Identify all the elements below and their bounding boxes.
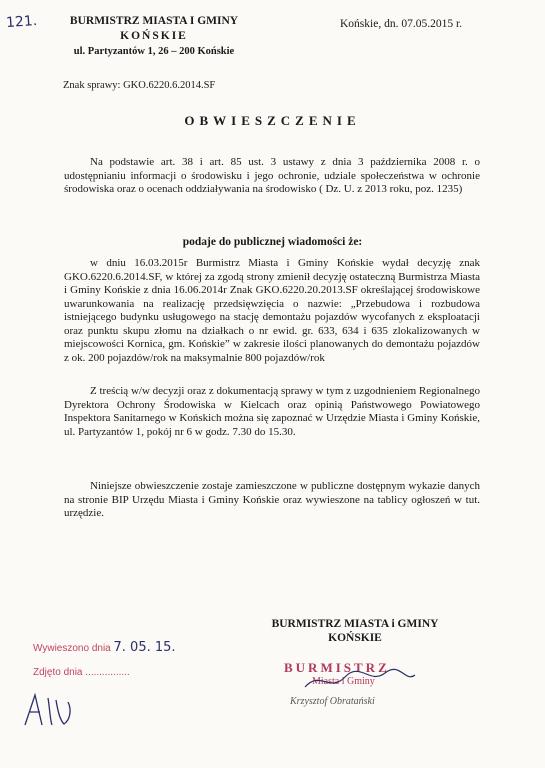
document-title: OBWIESZCZENIE	[184, 113, 361, 128]
clerk-initials	[20, 690, 90, 730]
handwritten-document-number: 121.	[5, 12, 38, 32]
signer-city: KOŃSKIE	[328, 632, 382, 644]
removed-label: Zdjęto dnia	[33, 667, 83, 678]
documentation-text: Z treścią w/w decyzji oraz z dokumentacją sprawy w tym z uzgodnieniem Regionalnego Dyrektora Ochrony Środowiska w Kielcach oraz opinią Państwowego Powiatowego Inspektora Sanitarnego w Końskich można się zapoznać w Urzędzie Miasta i Gminy Końskie, ul. Partyzantów 1, pokój nr 6 w godz. 7.30 do 15.30.	[64, 385, 480, 438]
case-reference: Znak sprawy: GKO.6220.6.2014.SF	[63, 80, 216, 91]
publication-text: Niniejsze obwieszczenie zostaje zamieszczone w publiczne dostępnym wykazie danych na stronie BIP Urzędu Miasta i Gminy Końskie oraz wywieszone na tablicy ogłoszeń w tut. urzędzie.	[64, 480, 480, 519]
legal-basis-text: Na podstawie art. 38 i art. 85 ust. 3 ustawy z dnia 3 października 2008 r. o udostępnianiu informacji o środowisku i jego ochronie, udziale społeczeństwa w ochronie środowiska oraz o ocenach oddziaływania na środowisko ( Dz. U. z 2013 roku, poz. 1235)	[64, 156, 480, 195]
publication-paragraph	[64, 480, 480, 521]
signer-block	[255, 617, 455, 645]
announcement-subheading: podaje do publicznej wiadomości że:	[182, 236, 363, 248]
removed-value: ................	[85, 667, 130, 678]
stamp-name: Krzysztof Obratański	[290, 696, 375, 707]
place-and-date: Końskie, dn. 07.05.2015 r.	[340, 18, 463, 30]
issuer-block	[64, 14, 244, 59]
issuer-address: ul. Partyzantów 1, 26 – 200 Końskie	[73, 46, 235, 57]
stamp-title: BURMISTRZ	[284, 660, 390, 675]
signer-title: BURMISTRZ MIASTA i GMINY	[271, 618, 439, 630]
issuer-city: KOŃSKIE	[120, 30, 188, 42]
documentation-paragraph	[64, 385, 480, 439]
removed-date-line	[33, 667, 130, 678]
issuer-title: BURMISTRZ MIASTA I GMINY	[69, 15, 239, 27]
posted-date-handwritten: 7. 05. 15.	[113, 640, 176, 655]
posted-date-line	[33, 640, 176, 655]
posted-label: Wywieszono dnia	[33, 643, 111, 654]
stamp-subtitle: Miasta i Gminy	[312, 676, 375, 687]
mayor-signature	[300, 665, 420, 695]
legal-basis-paragraph	[64, 156, 480, 197]
decision-paragraph	[64, 257, 480, 365]
decision-text: w dniu 16.03.2015r Burmistrz Miasta i Gminy Końskie wydał decyzję znak GKO.6220.6.2014.SF, w której za zgodą strony zmienił decyzję ostateczną Burmistrza Miasta i Gminy Końskie z dnia 16.06.2014r Znak GKO.6220.20.2013.SF określającej środowiskowe uwarunkowania na realizację przedsięwzięcia o nazwie: „Przebudowa i rozbudowa istniejącego budynku usługowego na stację demontażu pojazdów wycofanych z eksploatacji oraz punktu skupu złomu na działkach o nr ewid. gr. 633, 634 i 635 zlokalizowanych w miejscowości Kornica, gm. Końskie” w zakresie ilości planowanych do demontażu pojazdów z ok. 200 pojazdów/rok na maksymalnie 800 pojazdów/rok	[64, 257, 480, 364]
